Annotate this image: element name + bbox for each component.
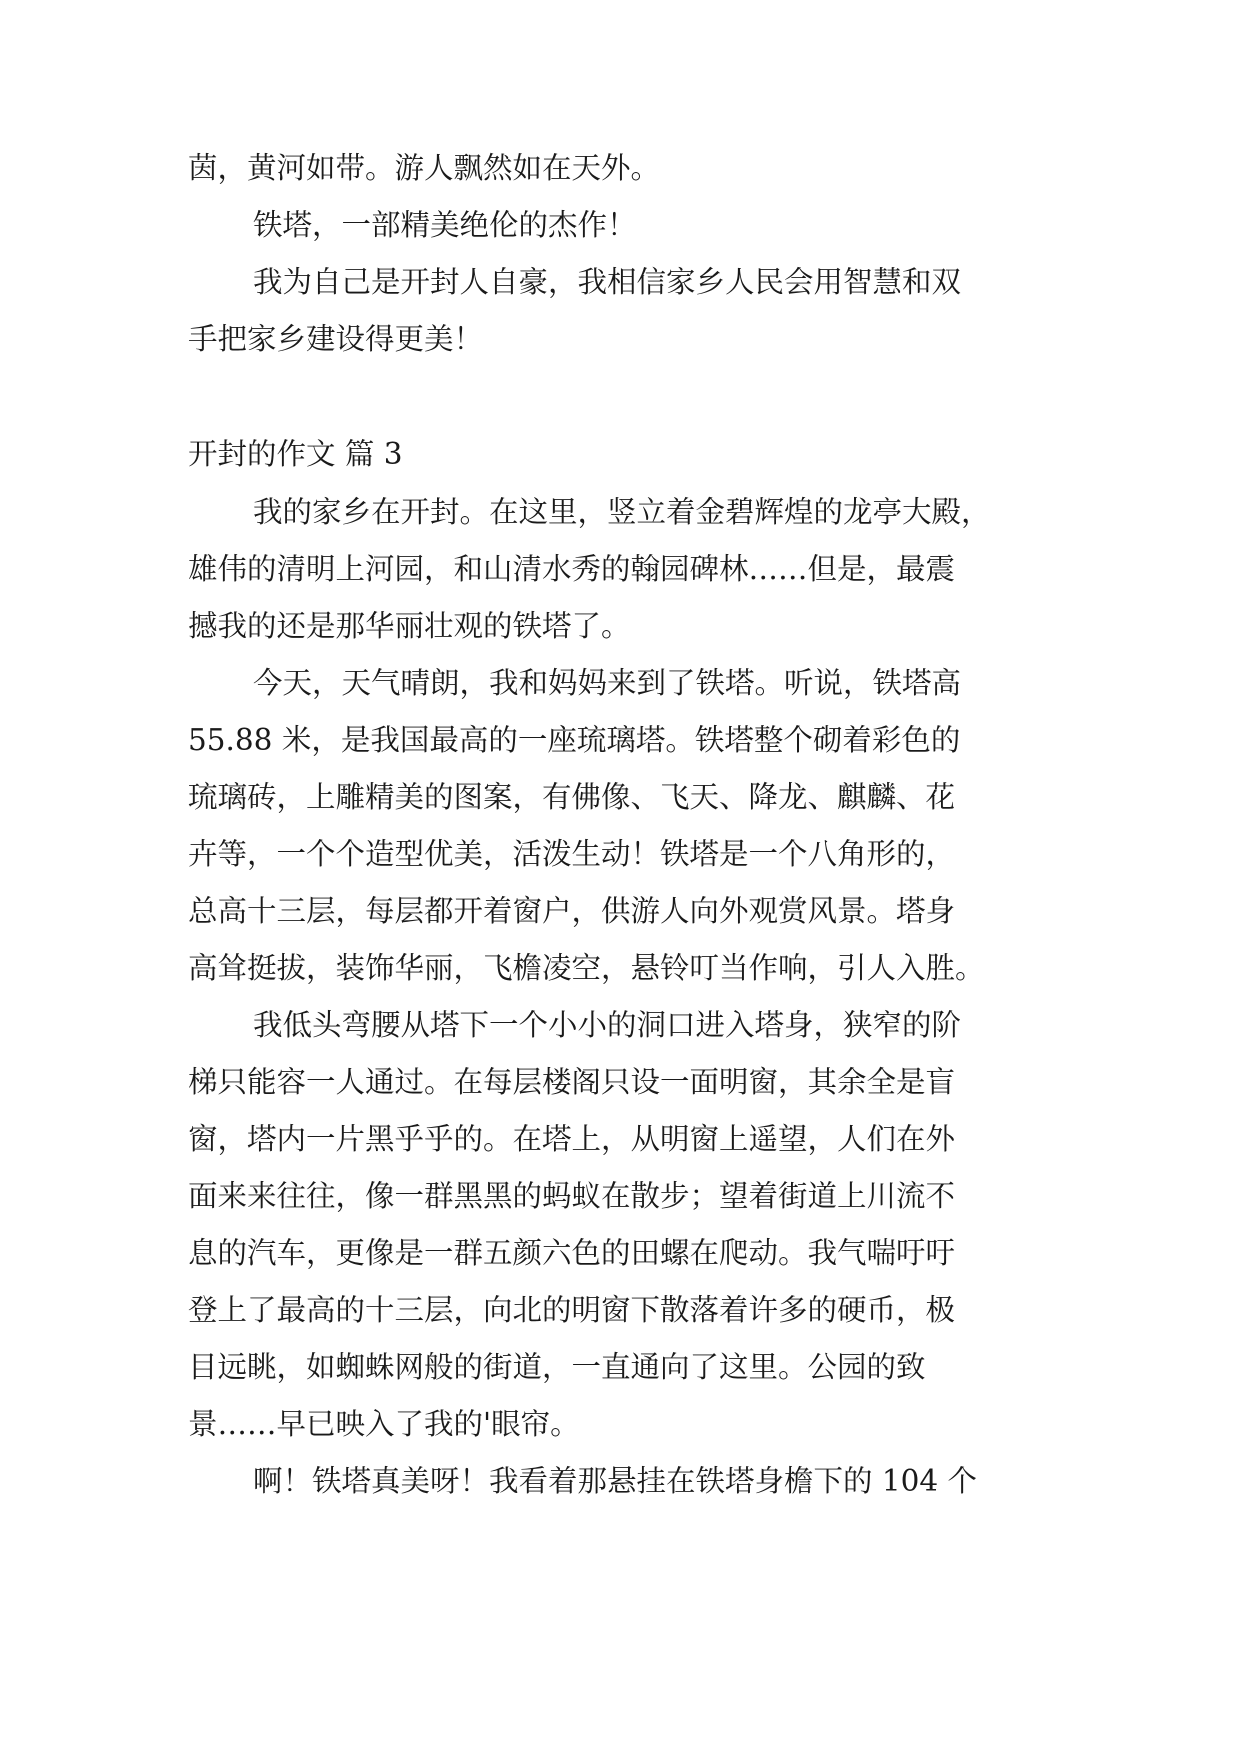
paragraph-line: 啊！铁塔真美呀！我看着那悬挂在铁塔身檐下的 104 个 <box>253 1464 978 1498</box>
paragraph-line: 我低头弯腰从塔下一个小小的洞口进入塔身，狭窄的阶 <box>253 1008 962 1042</box>
paragraph-line: 总高十三层，每层都开着窗户，供游人向外观赏风景。塔身 <box>188 894 956 928</box>
paragraph-line: 铁塔，一部精美绝伦的杰作！ <box>253 208 637 242</box>
paragraph-line: 茵，黄河如带。游人飘然如在天外。 <box>188 151 661 185</box>
paragraph-line: 今天，天气晴朗，我和妈妈来到了铁塔。听说，铁塔高 <box>253 666 962 700</box>
paragraph-line: 撼我的还是那华丽壮观的铁塔了。 <box>188 609 631 643</box>
paragraph-line: 窗，塔内一片黑乎乎的。在塔上，从明窗上遥望，人们在外 <box>188 1122 956 1156</box>
section-heading: 开封的作文 篇 3 <box>188 437 403 471</box>
paragraph-line: 梯只能容一人通过。在每层楼阁只设一面明窗，其余全是盲 <box>188 1065 956 1099</box>
paragraph-line: 目远眺，如蜘蛛网般的街道，一直通向了这里。公园的致 <box>188 1350 926 1384</box>
paragraph-line: 卉等，一个个造型优美，活泼生动！铁塔是一个八角形的， <box>188 837 956 871</box>
paragraph-line: 55.88 米，是我国最高的一座琉璃塔。铁塔整个砌着彩色的 <box>188 723 961 757</box>
paragraph-line: 雄伟的清明上河园，和山清水秀的翰园碑林……但是，最震 <box>188 552 956 586</box>
paragraph-line: 琉璃砖，上雕精美的图案，有佛像、飞天、降龙、麒麟、花 <box>188 780 956 814</box>
paragraph-line: 高耸挺拔，装饰华丽，飞檐凌空，悬铃叮当作响，引人入胜。 <box>188 951 985 985</box>
paragraph-line: 息的汽车，更像是一群五颜六色的田螺在爬动。我气喘吁吁 <box>188 1236 956 1270</box>
paragraph-line: 手把家乡建设得更美！ <box>188 322 484 356</box>
paragraph-line: 我为自己是开封人自豪，我相信家乡人民会用智慧和双 <box>253 265 962 299</box>
paragraph-line: 我的家乡在开封。在这里，竖立着金碧辉煌的龙亭大殿， <box>253 495 991 529</box>
paragraph-line: 登上了最高的十三层，向北的明窗下散落着许多的硬币，极 <box>188 1293 956 1327</box>
paragraph-line: 面来来往往，像一群黑黑的蚂蚁在散步；望着街道上川流不 <box>188 1179 956 1213</box>
paragraph-line: 景……早已映入了我的'眼帘。 <box>188 1407 580 1441</box>
